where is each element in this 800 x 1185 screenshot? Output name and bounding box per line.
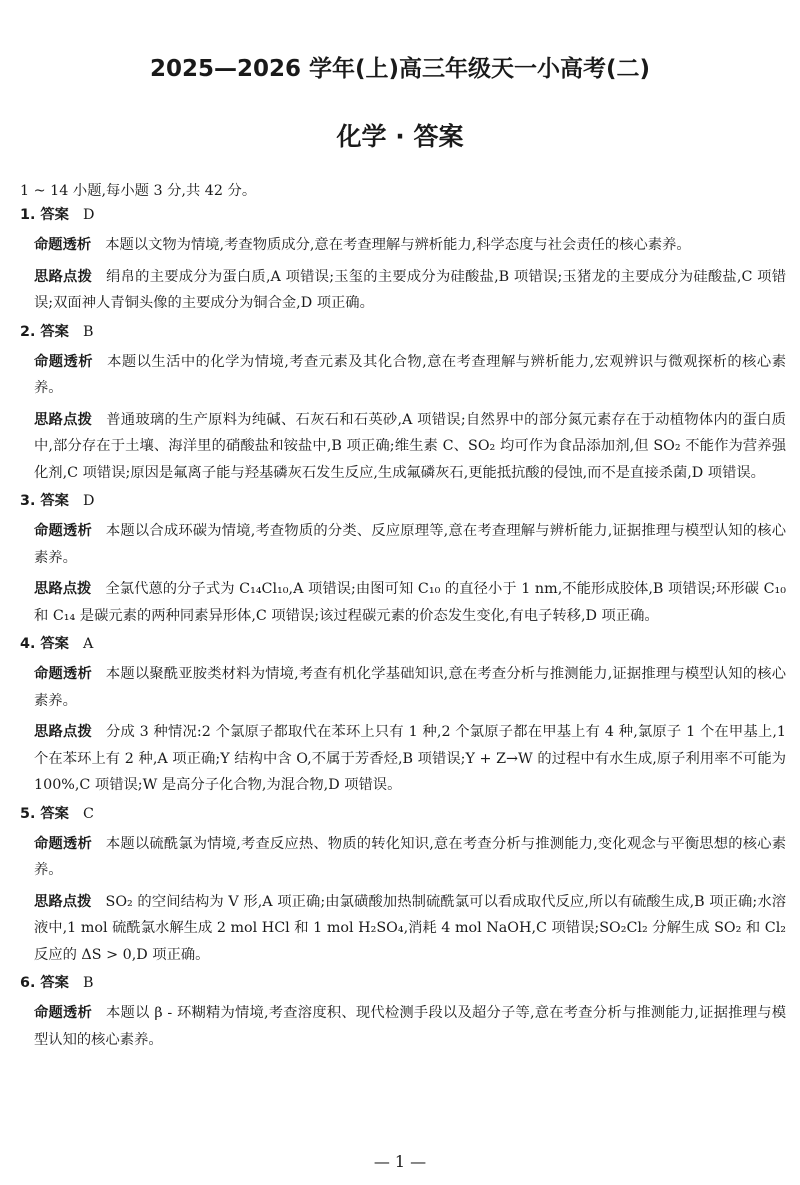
analysis-label: 命题透析 [34,353,94,370]
subject-title: 化学 · 答案 [336,122,464,151]
answer-line [20,322,786,349]
question-number: 2. [20,323,36,340]
tips-paragraph [34,407,786,487]
analysis-text: 本题以硫酰氯为情境,考查反应热、物质的转化知识,意在考查分析与推测能力,变化观念与平衡思想的核心素养。 [34,835,786,878]
page-number: — 1 — [373,1152,427,1171]
answer-label: 答案 [40,636,69,652]
question-block [20,491,786,629]
answer-line [20,491,786,518]
answer-label: 答案 [40,975,69,991]
analysis-label: 命题透析 [34,237,92,253]
tips-text: 全氯代蒽的分子式为 C₁₄Cl₁₀,A 项错误;由图可知 C₁₀ 的直径小于 1 nm,不能形成胶体,B 项错误;环形碳 C₁₀ 和 C₁₄ 是碳元素的两种同素异形体,C 项错误;该过程碳元素的价态发生变化,有电子转移,D 项正确。 [34,581,787,624]
tips-label: 思路点拨 [34,581,92,597]
question-block [20,973,786,1053]
exam-title: 2025—2026 学年(上)高三年级天一小高考(二) [149,56,651,82]
tips-text: 普通玻璃的生产原料为纯碱、石灰石和石英砂,A 项错误;自然界中的部分氮元素存在于动植物体内的蛋白质中,部分存在于土壤、海洋里的硝酸盐和铵盐中,B 项正确;维生素 C、SO₂ 均可作为食品添加剂,但 SO₂ 不能作为营养强化剂,C 项错误;原因是氟离子能与羟基磷灰石发生反应,生成氟磷灰石,更能抵抗酸的侵蚀,而不是直接杀菌,D 项错误。 [34,411,786,481]
tips-paragraph [34,889,786,969]
question-block [20,804,786,969]
answer-label: 答案 [40,207,69,223]
section-intro: 1 ~ 14 小题,每小题 3 分,共 42 分。 [20,183,257,199]
analysis-label: 命题透析 [34,523,92,539]
analysis-text: 本题以聚酰亚胺类材料为情境,考查有机化学基础知识,意在考查分析与推测能力,证据推理与模型认知的核心素养。 [34,666,786,709]
question-block [20,322,786,487]
tips-label: 思路点拨 [34,268,93,285]
answer-line [20,804,786,831]
answer-letter: A [82,636,94,652]
tips-text: 分成 3 种情况:2 个氯原子都取代在苯环上只有 1 种,2 个氯原子都在甲基上有 4 种,氯原子 1 个在甲基上,1 个在苯环上有 2 种,A 项正确;Y 结构中含 O,不属于芳香烃,B 项错误;Y + Z→W 的过程中有水生成,原子利用率不可能为 100%,C 项错误;W 是高分子化合物,为混合物,D 项错误。 [34,724,787,793]
question-list [20,205,786,1053]
analysis-label: 命题透析 [34,835,92,852]
answer-line [20,973,786,1000]
analysis-paragraph [34,1000,786,1053]
analysis-label: 命题透析 [34,1005,93,1021]
analysis-text: 本题以合成环碳为情境,考查物质的分类、反应原理等,意在考查理解与辨析能力,证据推理与模型认知的核心素养。 [34,523,786,566]
question-number: 6. [20,975,36,991]
answer-letter: C [82,805,94,822]
tips-text: SO₂ 的空间结构为 V 形,A 项正确;由氯磺酸加热制硫酰氯可以看成取代反应,所以有硫酸生成,B 项正确;水溶液中,1 mol 硫酰氯水解生成 2 mol HCl 和 1 mol H₂SO₄,消耗 4 mol NaOH,C 项错误;SO₂Cl₂ 分解生成 SO₂ 和 Cl₂ 反应的 ΔS > 0,D 项正确。 [34,893,787,963]
analysis-paragraph [34,518,786,571]
answer-letter: B [82,323,94,340]
answer-letter: D [82,207,95,223]
answer-letter: D [82,493,95,509]
tips-paragraph [34,719,786,799]
question-number: 3. [20,493,36,509]
tips-label: 思路点拨 [34,893,92,910]
analysis-paragraph [34,349,786,402]
question-number: 4. [20,636,36,652]
answer-letter: B [82,975,94,991]
tips-paragraph [34,264,786,317]
answer-line [20,205,786,232]
answer-label: 答案 [40,323,69,340]
tips-label: 思路点拨 [34,724,92,740]
tips-label: 思路点拨 [34,411,93,428]
analysis-text: 本题以生活中的化学为情境,考查元素及其化合物,意在考查理解与辨析能力,宏观辨识与微观探析的核心素养。 [34,353,786,396]
answer-content [20,181,786,1058]
question-block [20,634,786,799]
analysis-paragraph [34,661,786,714]
answer-line [20,634,786,661]
analysis-label: 命题透析 [34,666,92,682]
analysis-paragraph [34,831,786,884]
tips-text: 绢帛的主要成分为蛋白质,A 项错误;玉玺的主要成分为硅酸盐,B 项错误;玉猪龙的主要成分为硅酸盐,C 项错误;双面神人青铜头像的主要成分为铜合金,D 项正确。 [34,268,786,311]
answer-label: 答案 [40,805,69,822]
analysis-text: 本题以文物为情境,考查物质成分,意在考查理解与辨析能力,科学态度与社会责任的核心素养。 [105,237,691,253]
tips-paragraph [34,576,786,629]
answer-label: 答案 [40,493,69,509]
question-number: 5. [20,805,36,822]
question-block [20,205,786,317]
question-number: 1. [20,207,36,223]
analysis-paragraph [34,232,786,259]
analysis-text: 本题以 β - 环糊精为情境,考查溶度积、现代检测手段以及超分子等,意在考查分析与推测能力,证据推理与模型认知的核心素养。 [34,1005,786,1048]
